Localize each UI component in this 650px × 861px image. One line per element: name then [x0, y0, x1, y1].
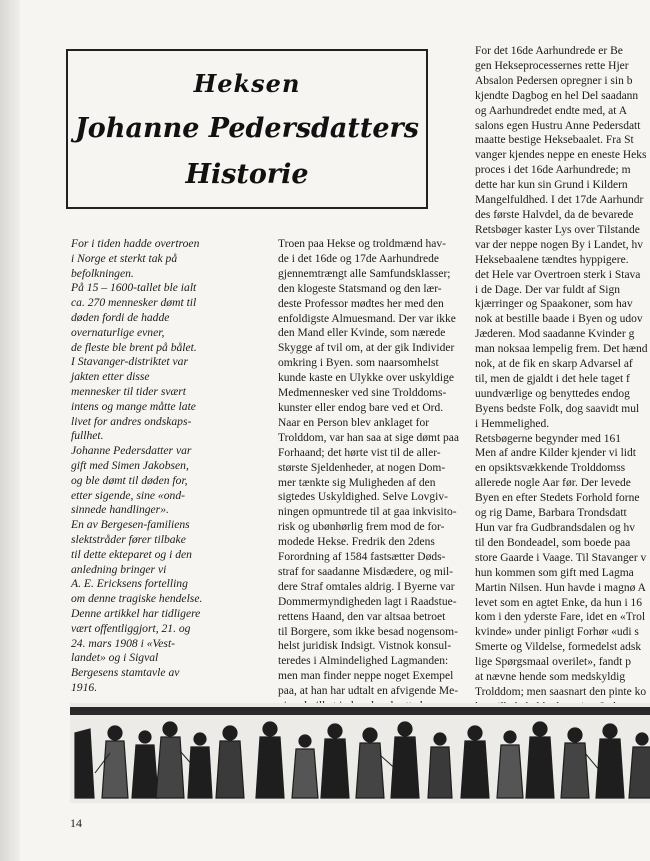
- intro-line: livet for andres ondskaps-: [71, 414, 192, 428]
- body-line: til, men de gjaldt i det hele taget f: [475, 372, 630, 385]
- page-number: 14: [70, 816, 82, 830]
- intro-line: mennesker til tider svært: [71, 384, 186, 398]
- body-line: Trolddom; men saasnart den pinte ko: [475, 685, 647, 698]
- body-line: uundværlige og benyttedes endog: [475, 387, 630, 400]
- intro-column: [71, 237, 251, 696]
- body-line: Mangelfuldhed. I det 17de Aarhundr: [475, 194, 644, 207]
- body-line: Forhaand; det hørte vist til de aller-: [278, 446, 441, 459]
- intro-line: Denne artikkel har tidligere: [71, 606, 201, 620]
- intro-line: For i tiden hadde overtroen: [71, 237, 200, 250]
- body-line: Trolddom, var han saa at sige dømt paa: [278, 431, 459, 444]
- body-line: Men af andre Kilder kjender vi lidt: [475, 447, 636, 460]
- body-line: dette har kun sin Grund i Kildern: [475, 179, 628, 192]
- body-line: teredes i Almindelighed Lagmanden:: [278, 655, 449, 668]
- body-line: til Borgere, som ikke besad nogensom-: [278, 625, 458, 638]
- body-line: Heksebaalene tændtes hyppigere.: [475, 253, 629, 266]
- body-line: at nævne hende som medskyldig: [475, 671, 626, 684]
- body-line: For det 16de Aarhundrede er Be: [475, 45, 623, 57]
- body-line: ningen opmuntrede til at gaa inkvisito-: [278, 506, 457, 519]
- body-line: største Sjeldenheder, at nogen Dom-: [278, 461, 446, 474]
- body-line: hun kommen som gift med Lagma: [475, 566, 634, 579]
- body-line: og rig Dame, Barbara Trondsdatt: [475, 507, 627, 520]
- intro-line: i Norge et sterkt tak på: [71, 251, 178, 265]
- body-line: kunster eller endog bare ved et Ord.: [278, 401, 444, 414]
- body-line: store Gaarde i Vaage. Til Stavanger v: [475, 551, 647, 564]
- intro-line: overnaturlige evner,: [71, 325, 165, 339]
- body-line: maatte bestige Heksebaalet. Fra St: [475, 134, 634, 147]
- body-line: Smerte og Vildelse, formedelst adsk: [475, 641, 642, 654]
- woodcut-figures-image: [70, 703, 650, 803]
- body-line: sigtedes Uskyldighed. Selve Lovgiv-: [278, 491, 448, 504]
- intro-line: ca. 270 mennesker dømt til: [71, 296, 197, 310]
- body-line: gen Hekseprocessernes rette Hjer: [475, 59, 629, 72]
- body-line: paa, at han har udtalt en afvigende Me-: [278, 685, 459, 698]
- body-line: kvinde» under pinligt Forhør «udi s: [475, 626, 639, 639]
- body-line: det Hele var Overtroen sterk i Stava: [475, 268, 641, 281]
- body-line: modede Hekse. Fredrik den 2dens: [278, 536, 435, 549]
- body-line: i de Dage. Der var fuldt af Sign: [475, 283, 620, 296]
- body-line: des første Halvdel, da de bevarede: [475, 208, 634, 221]
- body-line: en opsiktsvækkende Trolddomss: [475, 462, 626, 475]
- intro-line: sinnede handlinger».: [71, 503, 169, 517]
- body-line: de i det 16de og 17de Aarhundrede: [278, 252, 439, 265]
- intro-line: jakten etter disse: [71, 370, 150, 384]
- body-line: Absalon Pedersen opregner i sin b: [475, 74, 633, 87]
- body-line: straf for saadanne Misdædere, og mil-: [278, 565, 454, 578]
- intro-line: 24. mars 1908 i «Vest-: [71, 636, 176, 650]
- body-line: Forordning af 1584 fastsætter Døds-: [278, 551, 446, 564]
- intro-line: Johanne Pedersdatter var: [71, 444, 192, 458]
- intro-line: døden fordi de hadde: [71, 310, 170, 324]
- title-line-2: Johanne Pedersdatters: [75, 113, 419, 144]
- intro-line: På 15 – 1600-tallet ble ialt: [71, 281, 197, 295]
- intro-line: fullhet.: [71, 429, 104, 443]
- body-line: var der neppe nogen By i Landet, hv: [475, 238, 643, 251]
- body-line: vanger kjendes neppe en eneste Heks: [475, 149, 647, 162]
- body-line: lige Spørgsmaal overilet», fandt p: [475, 656, 631, 669]
- body-line: den klogeste Statsmand og den lær-: [278, 282, 442, 295]
- body-line: Skygge af tvil om, at der gik Individer: [278, 342, 455, 355]
- intro-line: befolkningen.: [71, 266, 134, 280]
- body-line: Byens bedste Folk, dog saavidt mul: [475, 402, 640, 415]
- intro-line: etter sigende, sine «ond-: [71, 488, 185, 502]
- intro-line: 1916.: [71, 680, 98, 694]
- body-line: kjendte Dagbog en hel Del saadann: [475, 89, 639, 102]
- body-line: man noksaa lempelig frem. Det hænd: [475, 343, 648, 356]
- intro-line: anledning bringer vi: [71, 562, 167, 576]
- body-line: kom i den yderste Fare, idet en «Trol: [475, 611, 646, 624]
- intro-line: vært offentliggjort, 21. og: [71, 621, 191, 635]
- body-line: kunde kaste en Ulykke over uskyldige: [278, 372, 454, 385]
- body-line: helst juridisk Indsigt. Vistnok konsul-: [278, 640, 452, 653]
- body-line: i Hemmelighed.: [475, 417, 550, 430]
- body-line: enfoldigste Almuesmand. Der var ikke: [278, 312, 456, 325]
- body-line: rettens Haand, den var altsaa betroet: [278, 610, 446, 623]
- intro-line: En av Bergesen-familiens: [71, 518, 190, 532]
- intro-line: Bergesens stamtavle av: [71, 666, 180, 680]
- body-line: til den Bondeadel, som boede paa: [475, 536, 631, 549]
- intro-line: A. E. Ericksens fortelling: [71, 577, 188, 591]
- body-column-1: [268, 237, 462, 729]
- title-line-3: Historie: [185, 159, 309, 190]
- body-line: risk og ubønhørlig frem mod de for-: [278, 521, 445, 534]
- body-column-2: [475, 44, 650, 760]
- intro-line: om denne tragiske hendelse.: [71, 592, 203, 606]
- body-line: Martin Nilsen. Hun havde i magnø A: [475, 581, 646, 594]
- title-box: [66, 49, 428, 209]
- body-line: deste Professor mødtes her med den: [278, 297, 444, 310]
- intro-line: og ble dømt til døden for,: [71, 473, 188, 487]
- body-line: levet som en agtet Enke, da hun i 16: [475, 596, 643, 609]
- body-line: salons egen Hustru Anne Pedersdatt: [475, 119, 641, 132]
- body-line: nok, at de fik en skarp Advarsel af: [475, 358, 633, 371]
- body-line: Troen paa Hekse og troldmænd hav-: [278, 238, 446, 250]
- intro-line: intens og mange måtte late: [71, 399, 196, 413]
- body-line: Hun var fra Gudbrandsdalen og hv: [475, 522, 635, 534]
- body-line: mer tænkte sig Muligheden af den: [278, 476, 436, 489]
- body-line: Naar en Person blev anklaget for: [278, 416, 430, 429]
- body-line: Jæderen. Mod saadanne Kvinder g: [475, 328, 635, 341]
- body-line: Retsbøger kaster Lys over Tilstande: [475, 223, 640, 236]
- body-line: dere Straf omtales aldrig. I Byerne var: [278, 580, 455, 593]
- body-line: gjennemtrængt alle Samfundsklasser;: [278, 267, 451, 280]
- body-line: nok at bestille baade i Byen og udov: [475, 313, 643, 326]
- body-line: den Mand eller Kvinde, som nærede: [278, 327, 446, 340]
- book-spine-shadow: [0, 0, 20, 861]
- body-line: Retsbøgerne begynder med 161: [475, 432, 621, 445]
- body-line: men man finder neppe noget Exempel: [278, 670, 454, 683]
- intro-line: gift med Simen Jakobsen,: [71, 458, 189, 472]
- body-line: Medmennesker ved sine Trolddoms-: [278, 387, 447, 400]
- body-line: allerede nogle Aar før. Der levede: [475, 477, 631, 490]
- intro-line: de fleste ble brent på bålet.: [71, 340, 197, 354]
- body-line: proces i det 16de Aarhundrede; m: [475, 164, 631, 177]
- body-line: Byen en efter Stedets Forhold forne: [475, 492, 640, 505]
- body-line: og Aarhundredet endte med, at A: [475, 104, 628, 117]
- body-line: Dommermyndigheden lagt i Raadstue-: [278, 595, 457, 608]
- woodcut-illustration: [70, 703, 650, 803]
- intro-line: landet» og i Sigval: [71, 651, 159, 665]
- intro-line: slektstråder fører tilbake: [71, 532, 186, 546]
- intro-line: I Stavanger-distriktet var: [71, 355, 188, 369]
- body-line: omkring i Byen. som naarsomhelst: [278, 357, 439, 370]
- title-line-1: Heksen: [193, 69, 301, 98]
- body-line: kjærringer og Spaakoner, som hav: [475, 298, 633, 311]
- intro-line: til dette ekteparet og i den: [71, 547, 192, 561]
